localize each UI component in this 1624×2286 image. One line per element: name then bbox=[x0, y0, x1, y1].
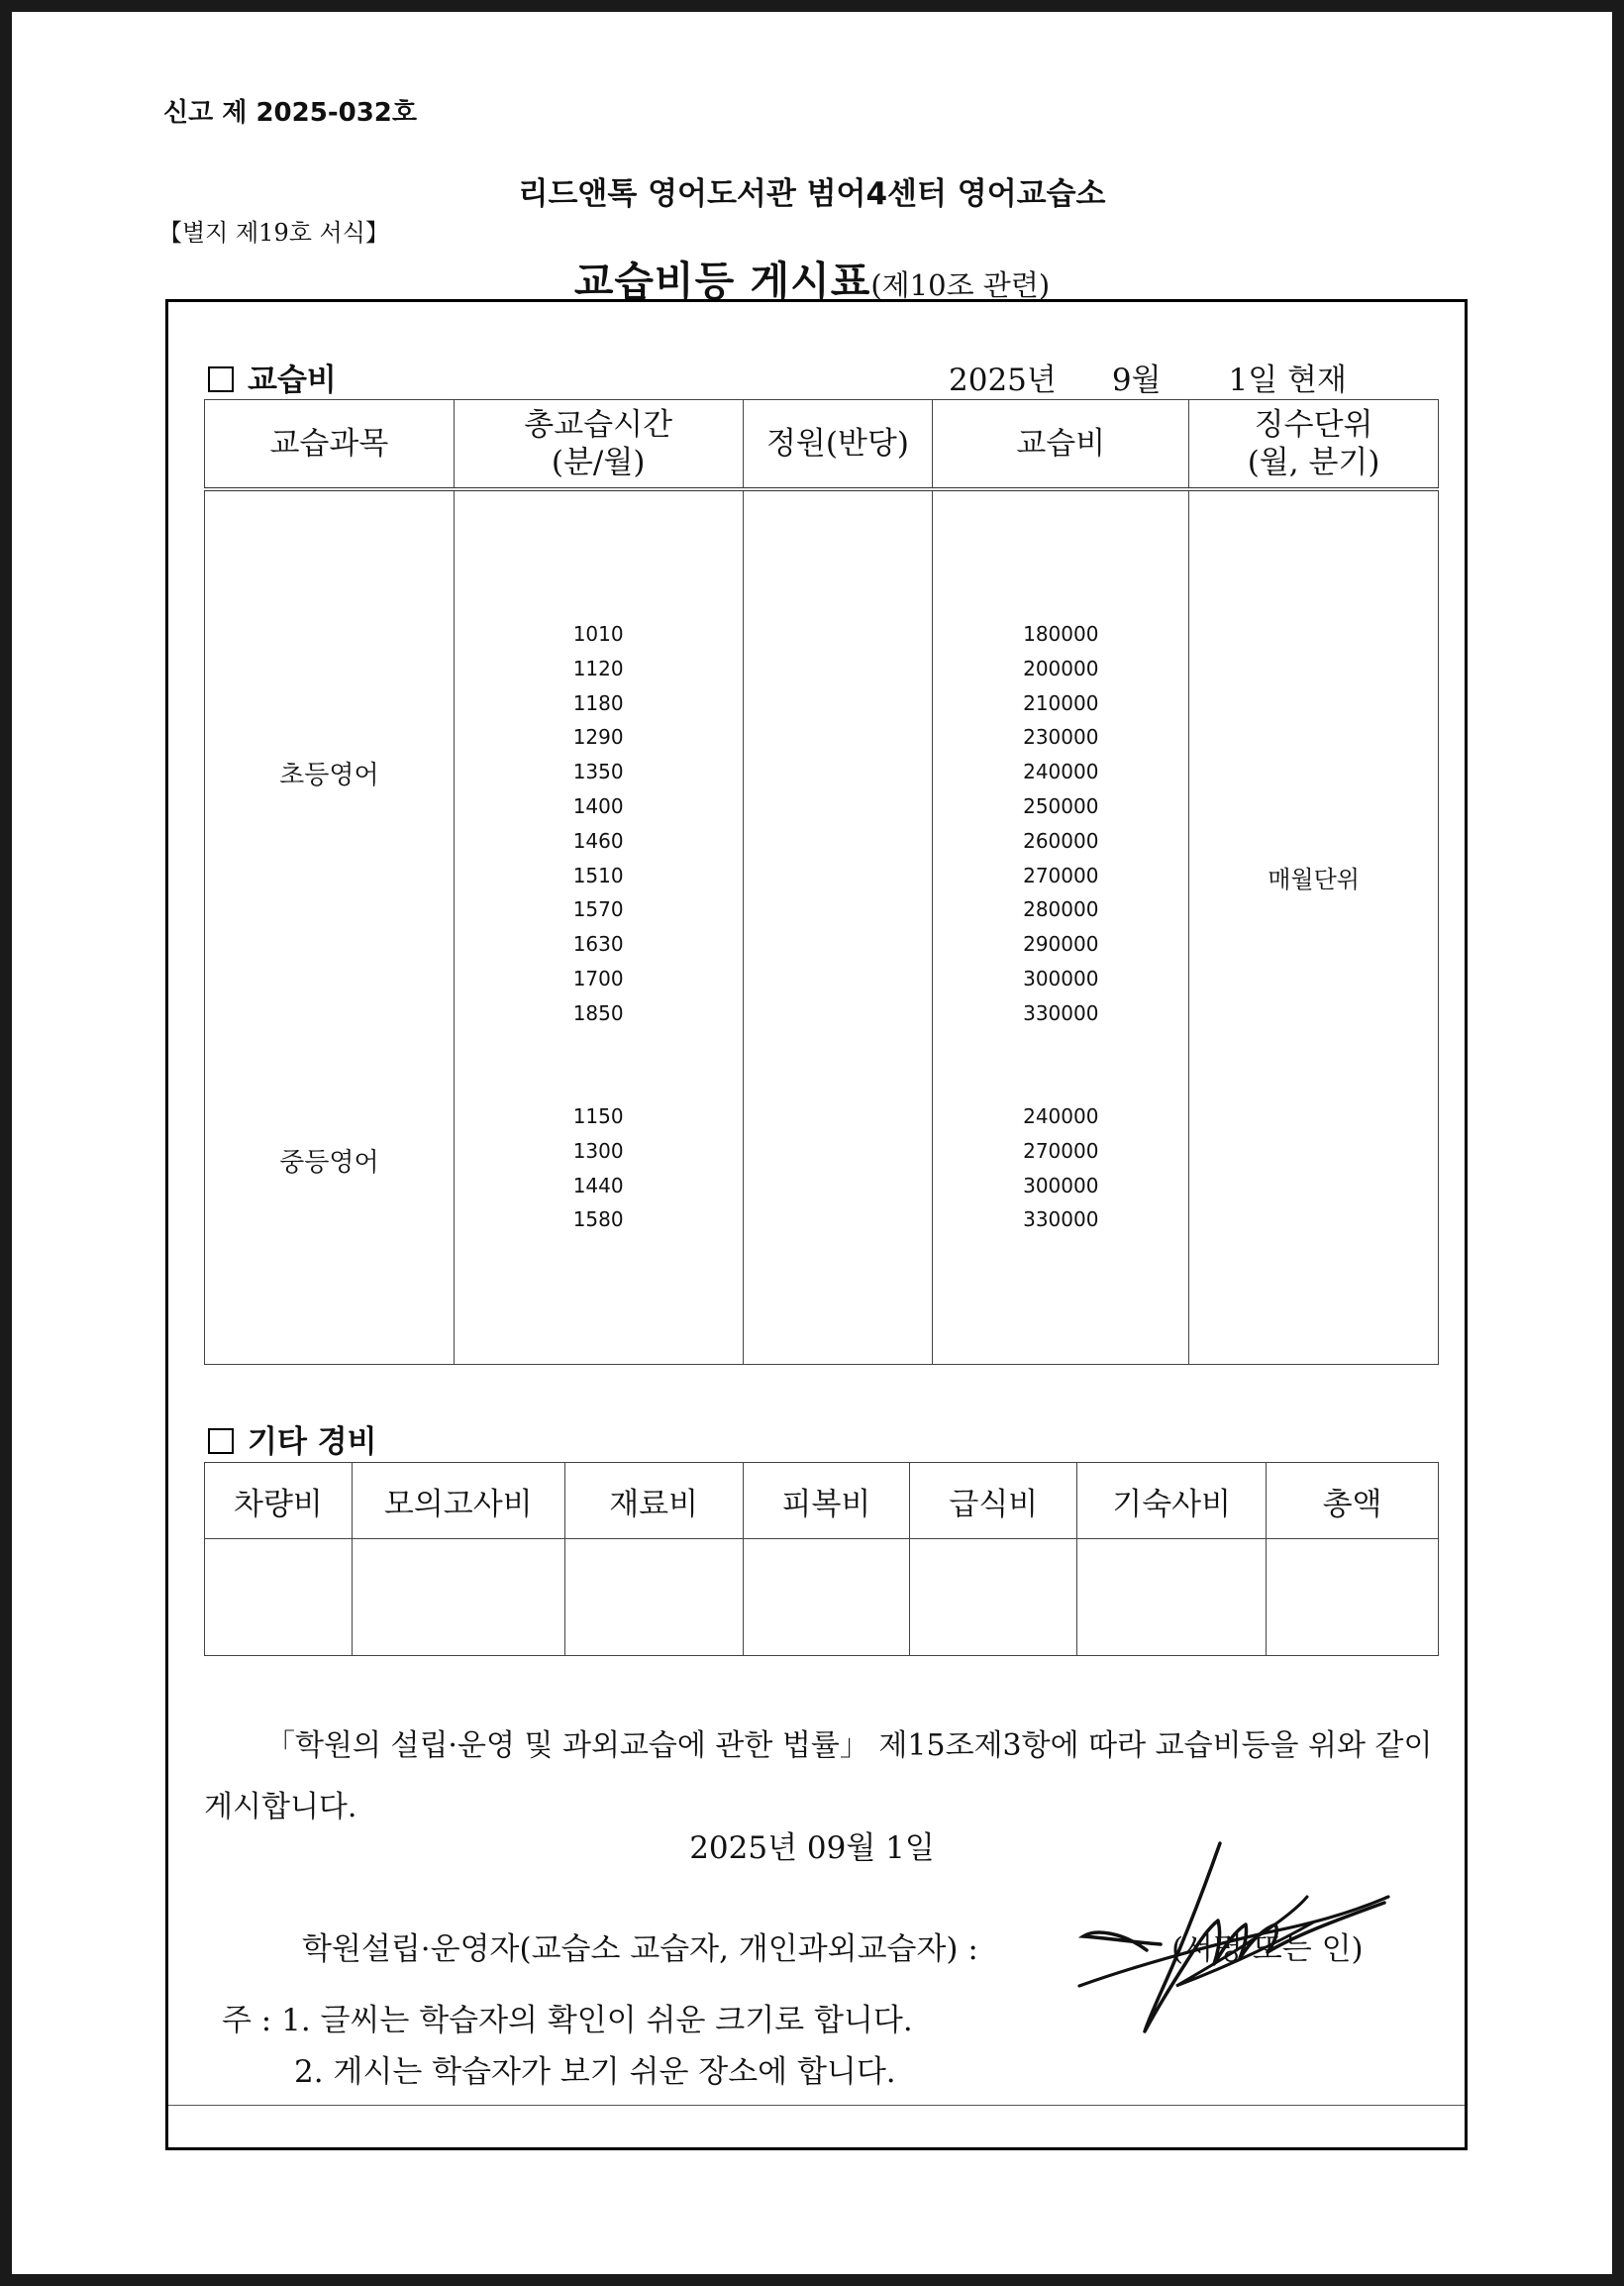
notice-line2: 게시합니다. bbox=[204, 1790, 357, 1824]
unit-header-line2: (월, 분기) bbox=[1247, 445, 1380, 480]
column-header-uniform: 피복비 bbox=[743, 1463, 910, 1539]
hours-value: 1010 bbox=[572, 622, 624, 646]
value-vehicle bbox=[205, 1539, 353, 1656]
hours-value: 1580 bbox=[572, 1207, 624, 1232]
document-title: 교습비등 게시표 bbox=[573, 258, 871, 305]
footnote-2: 2. 게시는 학습자가 보기 쉬운 장소에 합니다. bbox=[294, 2054, 896, 2090]
tuition-table bbox=[204, 399, 1439, 1365]
checkbox-square-icon bbox=[208, 366, 234, 392]
capacity-cell bbox=[743, 489, 933, 1365]
column-header-materials: 재료비 bbox=[564, 1463, 743, 1539]
fee-value: 230000 bbox=[1023, 725, 1099, 750]
fee-value: 200000 bbox=[1023, 656, 1099, 680]
other-expenses-header-row bbox=[205, 1463, 1439, 1539]
subject-elementary: 초등영어 bbox=[279, 761, 379, 790]
fee-list-middle bbox=[933, 1099, 1188, 1237]
hours-value: 1510 bbox=[572, 863, 624, 887]
footnote-1: 주 : 1. 글씨는 학습자의 확인이 쉬운 크기로 합니다. bbox=[222, 2003, 913, 2038]
hours-header-line1: 총교습시간 bbox=[524, 407, 673, 443]
hours-value: 1150 bbox=[572, 1104, 624, 1128]
value-materials bbox=[564, 1539, 743, 1656]
fee-value: 210000 bbox=[1023, 690, 1099, 715]
fee-value: 330000 bbox=[1023, 1000, 1099, 1025]
document-title-reference: (제10조 관련) bbox=[870, 268, 1051, 302]
hours-header-line2: (분/월) bbox=[551, 445, 646, 480]
value-dormitory bbox=[1077, 1539, 1267, 1656]
column-header-unit bbox=[1189, 400, 1439, 490]
fee-value: 280000 bbox=[1023, 897, 1099, 922]
hours-value: 1120 bbox=[572, 656, 624, 680]
fee-value: 330000 bbox=[1023, 1207, 1099, 1232]
hours-cell bbox=[454, 489, 743, 1365]
checkbox-square-icon bbox=[208, 1428, 234, 1454]
column-header-mock-exam: 모의고사비 bbox=[352, 1463, 564, 1539]
subject-cell bbox=[205, 489, 455, 1365]
hours-list-elementary bbox=[455, 617, 743, 1031]
notice-line1: 「학원의 설립·운영 및 과외교습에 관한 법률」 제15조제3항에 따라 교습비등을 위와 같이 bbox=[265, 1728, 1433, 1763]
column-header-vehicle: 차량비 bbox=[205, 1463, 353, 1539]
hours-value: 1180 bbox=[572, 690, 624, 715]
hours-value: 1700 bbox=[572, 966, 624, 990]
column-header-dormitory: 기숙사비 bbox=[1077, 1463, 1267, 1539]
hours-value: 1630 bbox=[572, 932, 624, 957]
column-header-total: 총액 bbox=[1267, 1463, 1439, 1539]
tuition-section-label: 교습비 bbox=[248, 363, 337, 398]
frame-divider bbox=[168, 2105, 1465, 2106]
hours-value: 1290 bbox=[572, 725, 624, 750]
fee-value: 270000 bbox=[1023, 863, 1099, 887]
other-expenses-heading bbox=[208, 1416, 377, 1461]
value-meals bbox=[910, 1539, 1077, 1656]
fee-value: 180000 bbox=[1023, 622, 1099, 646]
value-total bbox=[1267, 1539, 1439, 1656]
report-number: 신고 제 2025-032호 bbox=[163, 98, 417, 128]
fee-value: 260000 bbox=[1023, 828, 1099, 853]
hours-value: 1350 bbox=[572, 760, 624, 784]
other-expenses-label: 기타 경비 bbox=[248, 1424, 377, 1460]
tuition-section-heading bbox=[208, 355, 337, 399]
column-header-hours bbox=[454, 400, 743, 490]
column-header-fee: 교습비 bbox=[933, 400, 1189, 490]
fee-value: 240000 bbox=[1023, 760, 1099, 784]
as-of-date bbox=[949, 355, 1347, 399]
handwritten-signature bbox=[1069, 1837, 1396, 2045]
subject-middle: 중등영어 bbox=[279, 1148, 379, 1178]
tuition-body-row bbox=[205, 489, 1439, 1365]
other-expenses-value-row bbox=[205, 1539, 1439, 1656]
collection-unit-cell bbox=[1189, 489, 1439, 1365]
fee-value: 250000 bbox=[1023, 793, 1099, 818]
hours-value: 1460 bbox=[572, 828, 624, 853]
hours-value: 1400 bbox=[572, 793, 624, 818]
value-mock-exam bbox=[352, 1539, 564, 1656]
hours-value: 1850 bbox=[572, 1000, 624, 1025]
fee-value: 300000 bbox=[1023, 966, 1099, 990]
signature-seal-label: (서명 또는 인) bbox=[1171, 1931, 1364, 1967]
fee-cell bbox=[933, 489, 1189, 1365]
legal-notice bbox=[204, 1715, 1439, 1838]
fee-value: 270000 bbox=[1023, 1138, 1099, 1163]
as-of-year: 2025년 bbox=[949, 363, 1057, 398]
as-of-day: 1일 현재 bbox=[1228, 363, 1347, 398]
hours-value: 1570 bbox=[572, 897, 624, 922]
tuition-header-row bbox=[205, 400, 1439, 490]
as-of-month: 9월 bbox=[1111, 363, 1162, 398]
hours-value: 1300 bbox=[572, 1138, 624, 1163]
form-number: 【별지 제19호 서식】 bbox=[158, 219, 389, 247]
notice-date: 2025년 09월 1일 bbox=[689, 1830, 935, 1866]
value-uniform bbox=[743, 1539, 910, 1656]
fee-list-elementary bbox=[933, 617, 1188, 1031]
other-expenses-table bbox=[204, 1462, 1439, 1656]
column-header-meals: 급식비 bbox=[910, 1463, 1077, 1539]
hours-list-middle bbox=[455, 1099, 743, 1237]
collection-unit: 매월단위 bbox=[1268, 866, 1360, 893]
organization-name: 리드앤톡 영어도서관 범어4센터 영어교습소 bbox=[518, 176, 1106, 212]
fee-value: 290000 bbox=[1023, 932, 1099, 957]
fee-value: 240000 bbox=[1023, 1104, 1099, 1128]
column-header-capacity: 정원(반당) bbox=[743, 400, 933, 490]
hours-value: 1440 bbox=[572, 1173, 624, 1197]
unit-header-line1: 징수단위 bbox=[1254, 407, 1373, 443]
fee-value: 300000 bbox=[1023, 1173, 1099, 1197]
column-header-subject: 교습과목 bbox=[205, 400, 455, 490]
signatory-label: 학원설립·운영자(교습소 교습자, 개인과외교습자) : bbox=[302, 1931, 978, 1967]
